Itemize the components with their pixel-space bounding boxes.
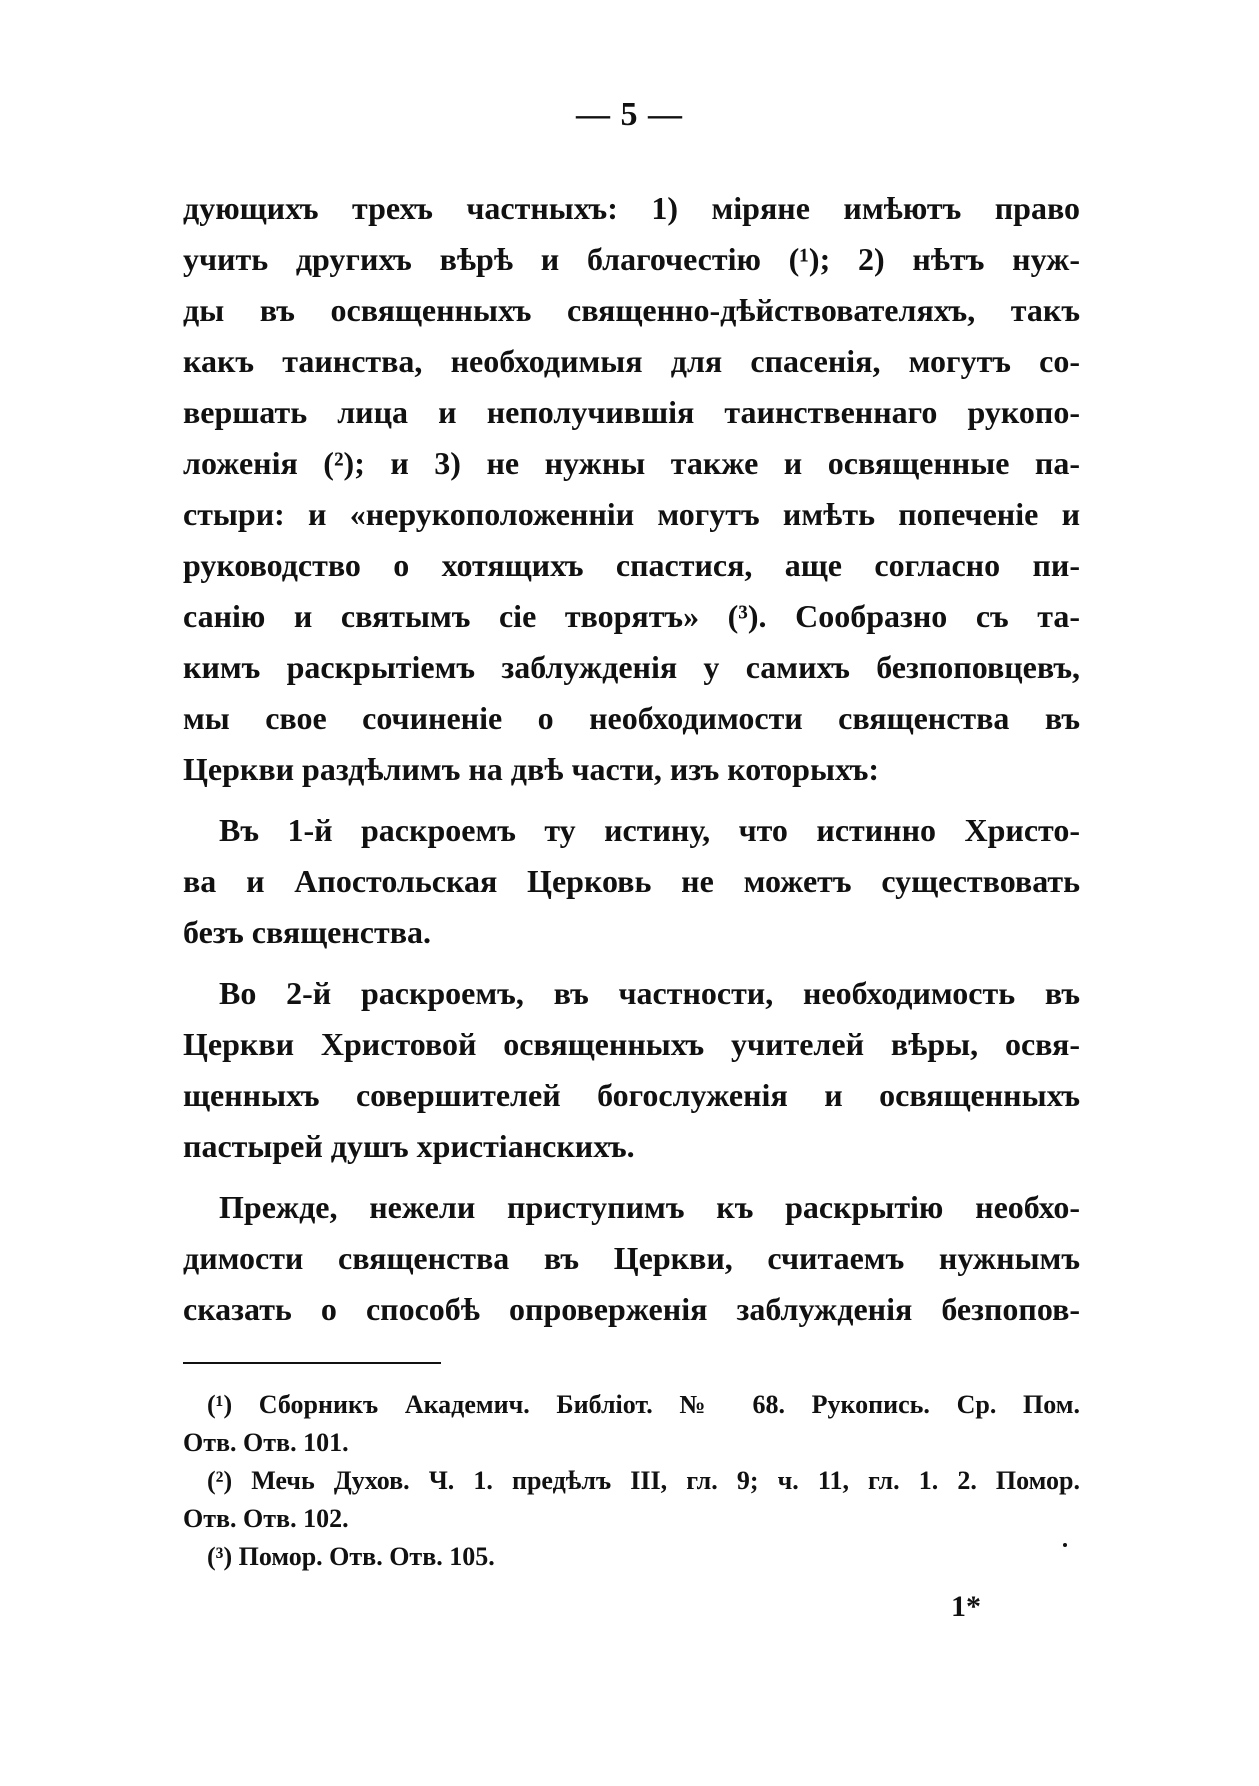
footnote-line: (¹) Сборникъ Академич. Библіот. № 68. Рукопись. Ср. Пом. [207,1390,1080,1419]
text-line: пастырей душъ христіанскихъ. [183,1128,635,1164]
text-line: димости священства въ Церкви, считаемъ нужнымъ [183,1240,1080,1276]
text-line: ды въ освященныхъ священно-дѣйствователяхъ, такъ [183,292,1080,328]
text-line: руководство о хотящихъ спастися, аще согласно пи- [183,547,1080,583]
footnote-line: (³) Помор. Отв. Отв. 105. [207,1542,495,1571]
footnote-divider [183,1362,441,1364]
text-line: Прежде, нежели приступимъ къ раскрытію необхо- [219,1189,1080,1225]
text-line: дующихъ трехъ частныхъ: 1) міряне имѣютъ право [183,190,1080,226]
paragraph [183,183,1080,795]
footnote-line: (²) Мечь Духов. Ч. 1. предѣлъ III, гл. 9; ч. 11, гл. 1. 2. Помор. [207,1466,1080,1495]
text-line: учить другихъ вѣрѣ и благочестію (¹); 2) нѣтъ нуж- [183,241,1080,277]
footnote-line: Отв. Отв. 102. [183,1504,349,1533]
text-line: стыри: и «нерукоположенніи могутъ имѣть попеченіе и [183,496,1080,532]
paragraph [183,1182,1080,1335]
text-line: санію и святымъ сіе творятъ» (³). Сообразно съ та- [183,598,1080,634]
text-line: Церкви раздѣлимъ на двѣ части, изъ которыхъ: [183,751,880,787]
paragraph [183,968,1080,1172]
text-line: Во 2-й раскроемъ, въ частности, необходимость въ [219,975,1080,1011]
page-number: — 5 — [576,96,683,133]
text-line: Въ 1-й раскроемъ ту истину, что истинно Христо- [219,812,1080,848]
ink-speck [1063,1543,1067,1547]
text-line: сказать о способѣ опроверженія заблужденія безпопов- [183,1291,1080,1327]
footnotes [183,1386,1080,1576]
text-line: вершать лица и неполучившія таинственнаго рукопо- [183,394,1080,430]
text-line: мы свое сочиненіе о необходимости священства въ [183,700,1080,736]
text-line: кимъ раскрытіемъ заблужденія у самихъ безпоповцевъ, [183,649,1080,685]
text-line: Церкви Христовой освященныхъ учителей вѣры, освя- [183,1026,1080,1062]
signature-mark: 1* [951,1590,981,1623]
paragraph-gap [183,795,1080,805]
footnote-line: Отв. Отв. 101. [183,1428,349,1457]
paragraph [183,805,1080,958]
paragraph-gap [183,1172,1080,1182]
text-line: какъ таинства, необходимыя для спасенія, могутъ со- [183,343,1080,379]
text-line: ва и Апостольская Церковь не можетъ существовать [183,863,1080,899]
text-line: ложенія (²); и 3) не нужны также и освященные па- [183,445,1080,481]
text-line: безъ священства. [183,914,431,950]
text-line: щенныхъ совершителей богослуженія и освященныхъ [183,1077,1080,1113]
body-text [183,183,1080,1335]
paragraph-gap [183,958,1080,968]
